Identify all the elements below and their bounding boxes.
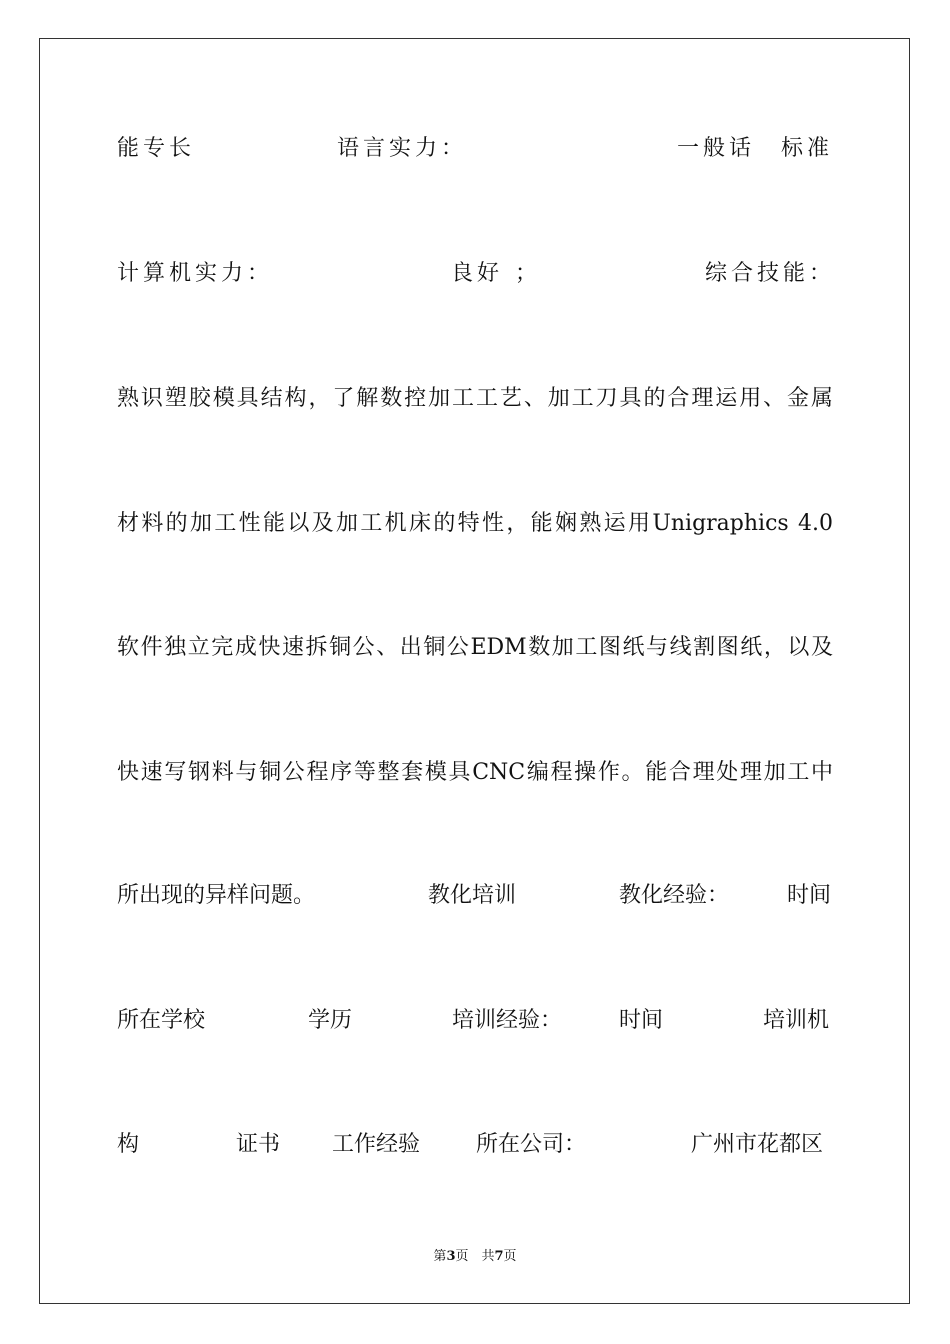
line8-seg-a: 所在学校 bbox=[117, 1008, 206, 1033]
text-line-5: 软件独立完成快速拆铜公、出铜公EDM数加工图纸与线割图纸，以及 bbox=[117, 635, 833, 660]
text-line-4: 材料的加工性能以及加工机床的特性，能娴熟运用Unigraphics 4.0 bbox=[117, 511, 833, 536]
line1-seg-b: 语言实力： bbox=[337, 136, 468, 161]
text-line-2 bbox=[117, 257, 836, 291]
line9-seg-b: 证书 bbox=[236, 1132, 281, 1157]
line7-seg-a: 所出现的异样问题。 bbox=[117, 883, 316, 908]
line7-seg-d: 时间 bbox=[787, 883, 832, 908]
line8-seg-b: 学历 bbox=[308, 1008, 353, 1033]
line2-seg-b: 良好 bbox=[451, 261, 504, 286]
line2-seg-c: ； bbox=[515, 261, 538, 286]
text-line-9 bbox=[117, 1128, 833, 1162]
line8-seg-d: 时间 bbox=[619, 1008, 664, 1033]
line9-seg-e: 广州市花都区 bbox=[691, 1132, 824, 1157]
footer-prefix: 第 bbox=[433, 1249, 447, 1264]
line2-seg-d: 综合技能： bbox=[705, 261, 836, 286]
line1-seg-a: 能专长 bbox=[117, 136, 196, 161]
page-footer bbox=[0, 1248, 950, 1266]
text-line-3: 熟识塑胶模具结构，了解数控加工工艺、加工刀具的合理运用、金属 bbox=[117, 386, 833, 411]
line7-seg-c: 教化经验： bbox=[619, 883, 730, 908]
line1-seg-c: 一般话 bbox=[677, 136, 756, 161]
footer-suffix: 页 bbox=[503, 1249, 517, 1264]
line2-seg-a: 计算机实力： bbox=[117, 261, 274, 286]
text-line-7 bbox=[117, 879, 833, 913]
line9-seg-d: 所在公司： bbox=[476, 1132, 587, 1157]
line1-seg-d: 标准 bbox=[781, 136, 834, 161]
line8-seg-e: 培训机 bbox=[763, 1008, 830, 1033]
page-frame bbox=[39, 38, 910, 1304]
line8-seg-c: 培训经验： bbox=[452, 1008, 563, 1033]
text-line-1 bbox=[117, 132, 833, 166]
footer-mid: 页 共 bbox=[455, 1249, 495, 1264]
footer-current-page: 3 bbox=[446, 1249, 456, 1264]
line9-seg-c: 工作经验 bbox=[332, 1132, 421, 1157]
text-line-6: 快速写钢料与铜公程序等整套模具CNC编程操作。能合理处理加工中 bbox=[117, 760, 833, 785]
footer-total-pages: 7 bbox=[494, 1249, 504, 1264]
line7-seg-b: 教化培训 bbox=[428, 883, 517, 908]
text-line-8 bbox=[117, 1004, 833, 1038]
line9-seg-a: 构 bbox=[117, 1132, 140, 1157]
